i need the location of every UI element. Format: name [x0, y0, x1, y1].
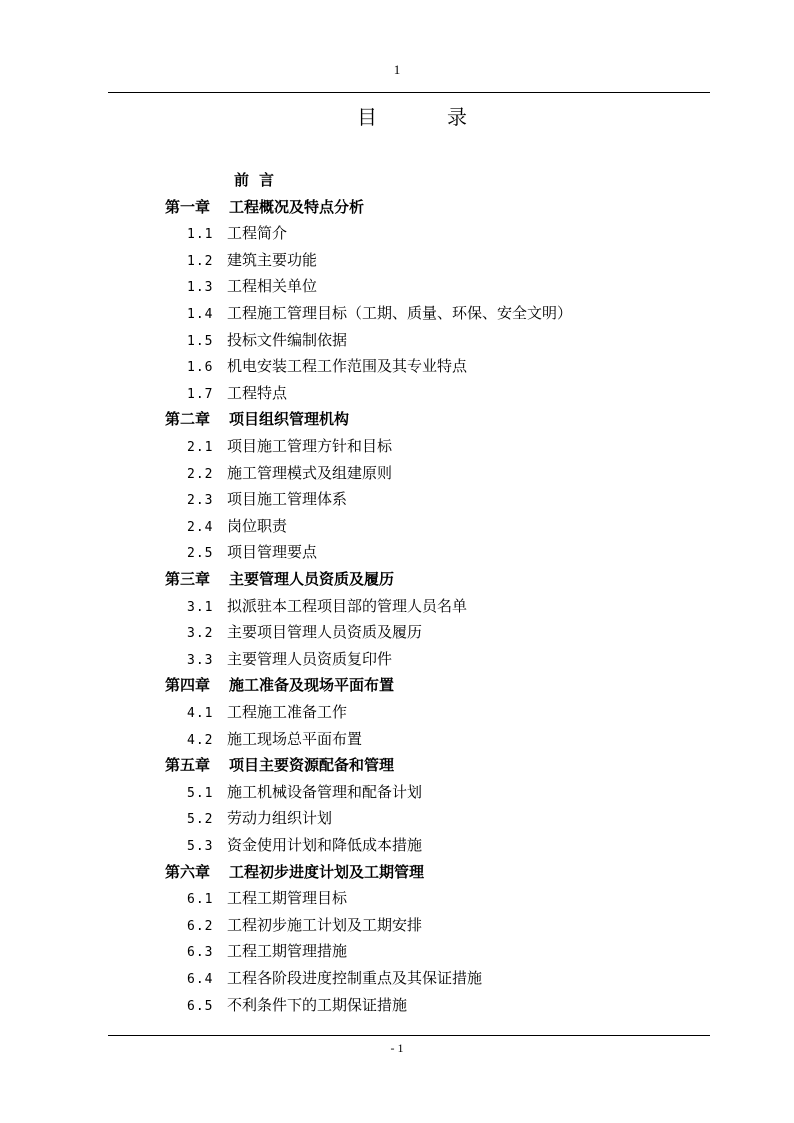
toc-section — [187, 647, 392, 671]
chapter-title: 项目主要资源配备和管理 — [229, 756, 395, 775]
section-title: 工程工期管理措施 — [227, 942, 348, 961]
toc-section — [187, 274, 317, 298]
toc-section — [187, 806, 332, 830]
section-number: 2.1 — [187, 440, 214, 455]
toc-section — [187, 700, 347, 724]
section-number: 1.6 — [187, 360, 214, 376]
chapter-number: 第二章 — [165, 410, 211, 429]
chapter-title: 工程初步进度计划及工期管理 — [229, 862, 425, 881]
chapter-number: 第三章 — [165, 570, 211, 588]
section-title: 主要项目管理人员资质及履历 — [227, 623, 423, 642]
chapter-title: 主要管理人员资质及履历 — [229, 570, 395, 588]
section-number: 5.2 — [187, 812, 214, 828]
toc-section — [187, 248, 317, 272]
section-number: 1.2 — [187, 253, 214, 269]
toc-section — [187, 301, 572, 325]
section-number: 2.2 — [187, 466, 214, 482]
toc-section — [187, 354, 467, 378]
section-title: 项目施工管理方针和目标 — [227, 437, 393, 455]
section-number: 6.1 — [187, 892, 214, 908]
toc-section — [187, 514, 287, 538]
section-title: 资金使用计划和降低成本措施 — [227, 836, 423, 854]
section-title: 投标文件编制依据 — [227, 330, 348, 349]
toc-section — [187, 886, 347, 910]
section-title: 施工机械设备管理和配备计划 — [227, 782, 423, 801]
toc-title-char-2: 录 — [447, 105, 467, 129]
chapter-number: 第一章 — [165, 197, 211, 216]
toc-chapter — [165, 407, 349, 431]
section-title: 项目施工管理体系 — [227, 490, 348, 509]
section-title: 工程施工管理目标（工期、质量、环保、安全文明） — [227, 304, 573, 322]
section-title: 工程简介 — [227, 224, 288, 243]
chapter-title: 工程概况及特点分析 — [229, 197, 365, 216]
toc-preface: 前言 — [234, 171, 285, 189]
footer-page-number: - 1 — [390, 1041, 404, 1055]
section-title: 机电安装工程工作范围及其专业特点 — [227, 357, 468, 376]
toc-section — [187, 620, 422, 644]
section-number: 1.5 — [187, 333, 214, 349]
header-page-number: 1 — [393, 62, 401, 77]
section-title: 工程施工准备工作 — [227, 703, 348, 721]
section-number: 1.1 — [187, 227, 214, 243]
toc-section — [187, 221, 287, 245]
section-title: 不利条件下的工期保证措施 — [227, 995, 408, 1014]
section-title: 项目管理要点 — [227, 543, 318, 562]
section-number: 6.3 — [187, 945, 214, 961]
chapter-title: 项目组织管理机构 — [229, 410, 350, 429]
toc-chapter — [165, 673, 394, 697]
toc-title — [357, 101, 467, 130]
section-number: 2.3 — [187, 493, 214, 509]
toc-section — [187, 966, 482, 990]
toc-section — [187, 434, 392, 458]
section-title: 施工现场总平面布置 — [227, 729, 363, 748]
section-title: 岗位职责 — [227, 516, 288, 535]
section-number: 6.2 — [187, 918, 214, 934]
toc-section — [187, 833, 422, 857]
section-title: 工程工期管理目标 — [227, 889, 348, 908]
toc-section — [187, 727, 362, 751]
section-title: 工程各阶段进度控制重点及其保证措施 — [227, 969, 483, 987]
toc-chapter — [165, 860, 424, 884]
toc-section — [187, 328, 347, 352]
chapter-number: 第六章 — [165, 862, 211, 881]
section-title: 拟派驻本工程项目部的管理人员名单 — [227, 596, 468, 615]
toc-section — [187, 913, 422, 937]
section-number: 3.2 — [187, 626, 214, 642]
section-number: 2.5 — [187, 546, 214, 562]
chapter-number: 第四章 — [165, 676, 211, 695]
toc-title-char-1: 目 — [357, 105, 377, 129]
section-number: 1.4 — [187, 307, 214, 322]
section-title: 劳动力组织计划 — [227, 809, 333, 828]
section-number: 1.3 — [187, 280, 214, 296]
chapter-title: 施工准备及现场平面布置 — [229, 676, 395, 695]
section-title: 主要管理人员资质复印件 — [227, 649, 393, 668]
section-title: 施工管理模式及组建原则 — [227, 463, 393, 482]
toc-section — [187, 594, 467, 618]
section-number: 4.1 — [187, 706, 214, 721]
section-number: 6.5 — [187, 998, 214, 1014]
chapter-number: 第五章 — [165, 756, 211, 775]
toc-section — [187, 381, 287, 405]
section-title: 工程相关单位 — [227, 277, 318, 296]
toc-chapter — [165, 567, 394, 591]
section-title: 工程初步施工计划及工期安排 — [227, 915, 423, 934]
toc-section — [187, 540, 317, 564]
toc-chapter — [165, 195, 364, 219]
toc-section — [187, 780, 422, 804]
toc-chapter — [165, 753, 394, 777]
toc-section — [187, 939, 347, 963]
toc-section — [187, 993, 407, 1017]
footer-rule — [108, 1035, 710, 1036]
section-title: 工程特点 — [227, 383, 288, 402]
toc-section — [187, 461, 392, 485]
section-number: 2.4 — [187, 519, 214, 535]
section-number: 6.4 — [187, 972, 214, 987]
section-number: 1.7 — [187, 386, 214, 402]
section-number: 5.1 — [187, 785, 214, 801]
section-title: 建筑主要功能 — [227, 250, 318, 269]
section-number: 5.3 — [187, 839, 214, 854]
toc-section — [187, 487, 347, 511]
section-number: 4.2 — [187, 732, 214, 748]
section-number: 3.1 — [187, 599, 214, 615]
header-rule — [108, 92, 710, 93]
section-number: 3.3 — [187, 652, 214, 668]
